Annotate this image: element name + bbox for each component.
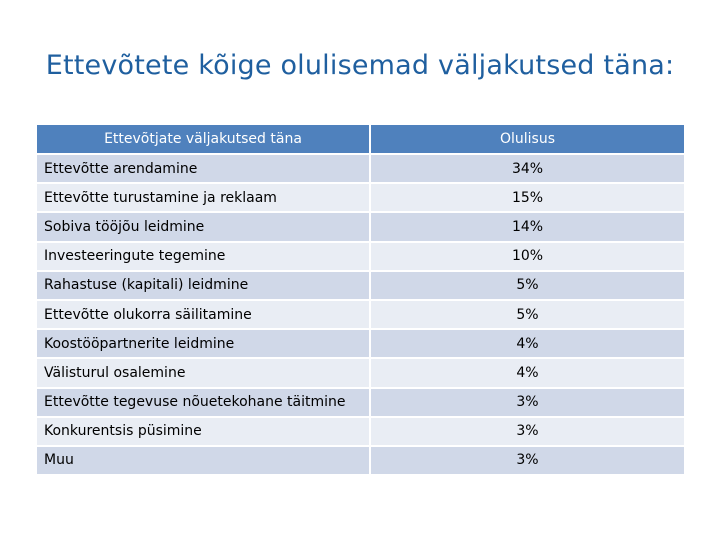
importance-value: 3%: [370, 388, 684, 417]
challenge-name: Rahastuse (kapitali) leidmine: [37, 271, 370, 300]
table-row: [37, 329, 684, 358]
challenge-name: Koostööpartnerite leidmine: [37, 329, 370, 358]
importance-value: 5%: [370, 271, 684, 300]
table-row: [37, 212, 684, 241]
table-row: [37, 446, 684, 475]
challenge-name: Ettevõtte arendamine: [37, 154, 370, 183]
column-header-importance: Olulisus: [370, 125, 684, 154]
importance-value: 14%: [370, 212, 684, 241]
importance-value: 3%: [370, 446, 684, 475]
importance-value: 34%: [370, 154, 684, 183]
table-row: [37, 242, 684, 271]
challenge-name: Välisturul osalemine: [37, 358, 370, 387]
importance-value: 4%: [370, 358, 684, 387]
table-row: [37, 154, 684, 183]
challenges-table: [37, 125, 684, 476]
challenge-name: Sobiva tööjõu leidmine: [37, 212, 370, 241]
table-row: [37, 183, 684, 212]
table-row: [37, 358, 684, 387]
importance-value: 10%: [370, 242, 684, 271]
table-row: [37, 271, 684, 300]
challenge-name: Ettevõtte olukorra säilitamine: [37, 300, 370, 329]
table-row: [37, 300, 684, 329]
page-title: Ettevõtete kõige olulisemad väljakutsed täna:: [45, 50, 675, 81]
table-row: [37, 417, 684, 446]
challenge-name: Konkurentsis püsimine: [37, 417, 370, 446]
challenge-name: Ettevõtte turustamine ja reklaam: [37, 183, 370, 212]
table-header-row: [37, 125, 684, 154]
importance-value: 15%: [370, 183, 684, 212]
table-row: [37, 388, 684, 417]
challenge-name: Ettevõtte tegevuse nõuetekohane täitmine: [37, 388, 370, 417]
challenge-name: Muu: [37, 446, 370, 475]
challenge-name: Investeeringute tegemine: [37, 242, 370, 271]
importance-value: 3%: [370, 417, 684, 446]
importance-value: 5%: [370, 300, 684, 329]
column-header-challenge: Ettevõtjate väljakutsed täna: [37, 125, 370, 154]
importance-value: 4%: [370, 329, 684, 358]
